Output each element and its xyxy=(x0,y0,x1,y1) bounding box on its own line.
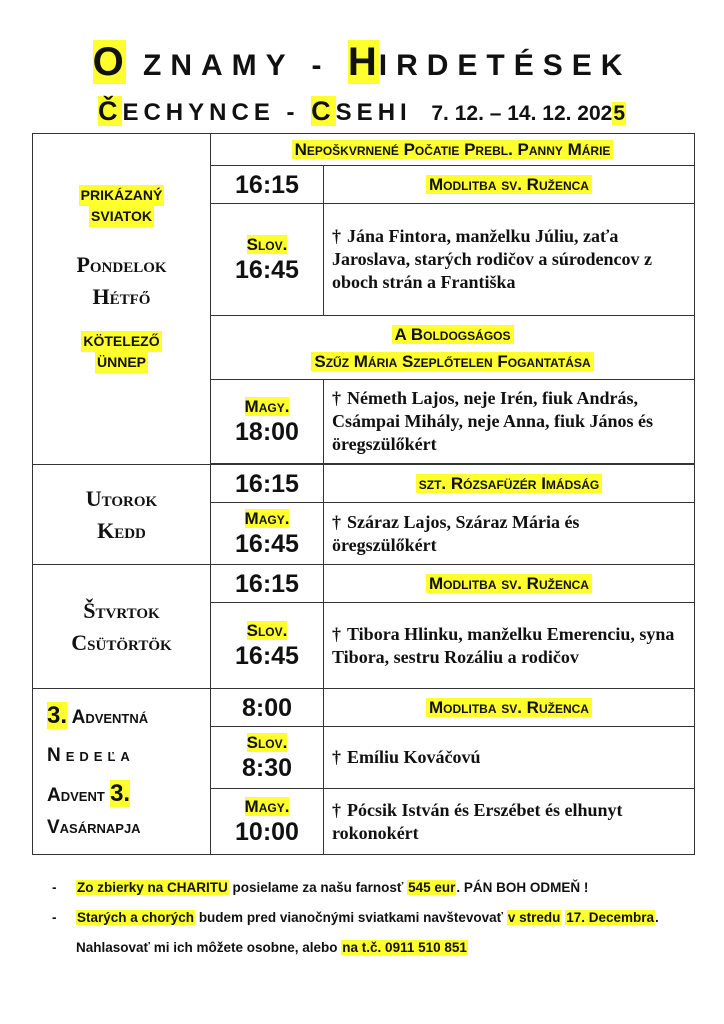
language-label: Slov. xyxy=(246,733,288,752)
time: 16:45 xyxy=(235,642,299,670)
subtitle-text: SEHI xyxy=(335,99,412,126)
table-row xyxy=(33,689,695,727)
intention-cell xyxy=(324,603,695,689)
note-item xyxy=(52,873,702,903)
intention-text: Tibora Hlinku, manželku Emerenciu, syna Tibora, sestru Rozáliu a rodičov xyxy=(332,623,675,667)
day-name-hu: Csütörtök xyxy=(71,629,172,655)
event-title xyxy=(324,689,695,727)
note-highlight: Starých a chorých xyxy=(77,910,195,925)
note-bullet: - xyxy=(52,910,57,925)
feast-title-text: Nepoškvrnené Počatie Prebl. Panny Márie xyxy=(292,140,614,159)
intention-cell xyxy=(324,204,695,316)
time-cell xyxy=(211,503,324,565)
intention-text: Emíliu Kováčovú xyxy=(347,747,481,767)
day-cell-thursday xyxy=(33,565,211,689)
announcement-notes xyxy=(52,873,702,963)
cross-icon: † xyxy=(332,623,341,644)
title-text: ZNAMY xyxy=(143,49,295,82)
time: 10:00 xyxy=(235,818,299,846)
time-cell xyxy=(211,380,324,464)
feast-title xyxy=(211,134,695,166)
intention-cell xyxy=(324,727,695,789)
subtitle-initial: C xyxy=(311,96,336,126)
time: 8:30 xyxy=(241,754,293,782)
time: 16:15 xyxy=(235,569,299,598)
note-text: posielame za našu farnosť xyxy=(228,880,408,895)
feast-title-hu xyxy=(211,316,695,380)
day-tag: ÜNNEP xyxy=(95,352,148,373)
note-highlight: 545 eur xyxy=(408,880,456,895)
note-item xyxy=(52,903,702,963)
day-name-hu: Hétfő xyxy=(92,284,151,309)
time: 18:00 xyxy=(235,418,299,446)
event-title-text: szt. Rózsafüzér Imádság xyxy=(416,474,603,493)
note-highlight: v stredu xyxy=(507,910,561,925)
feast-title-hu-line: A Boldogságos xyxy=(392,325,514,344)
cross-icon: † xyxy=(332,747,341,767)
event-title xyxy=(324,166,695,204)
day-tag: SVIATOK xyxy=(89,206,154,227)
sunday-line: Nedeľa xyxy=(47,744,135,766)
cross-icon: † xyxy=(332,511,341,532)
date-range xyxy=(431,102,626,125)
time-cell xyxy=(211,565,324,603)
schedule-table xyxy=(32,133,695,855)
language-label: Magy. xyxy=(244,509,290,528)
day-cell-monday xyxy=(33,134,211,465)
subtitle-text: ECHYNCE xyxy=(122,99,275,126)
language-label: Magy. xyxy=(244,797,290,816)
time-cell xyxy=(211,166,324,204)
day-name-sk: Štvrtok xyxy=(83,597,160,623)
intention-text: Pócsik István és Erszébet és elhunyt rokonokért xyxy=(332,799,623,843)
subtitle-dash: - xyxy=(286,99,300,126)
language-label: Slov. xyxy=(246,235,288,254)
table-row xyxy=(33,565,695,603)
sunday-number: 3. xyxy=(47,701,68,729)
note-text: . Nahlasovať mi ich môžete osobne, alebo xyxy=(76,910,659,955)
date-text: 7. 12. – 14. 12. 202 xyxy=(431,102,613,125)
day-tag: KÖTELEZŐ xyxy=(81,331,161,352)
intention-text: Száraz Lajos, Száraz Mária és öregszülőkért xyxy=(332,511,580,555)
day-name-sk: Pondelok xyxy=(76,252,167,277)
event-title-text: Modlitba sv. Ruženca xyxy=(426,698,592,717)
time-cell xyxy=(211,204,324,316)
cross-icon: † xyxy=(332,226,341,246)
day-name-hu: Kedd xyxy=(97,517,146,543)
event-title-text: Modlitba sv. Ruženca xyxy=(426,175,592,194)
intention-text: Jána Fintora, manželku Júliu, zaťa Jaroslava, starých rodičov a súrodencov z oboch strán a Františka xyxy=(332,226,652,292)
time-cell xyxy=(211,465,324,503)
time-cell xyxy=(211,689,324,727)
time: 16:45 xyxy=(235,530,299,558)
cross-icon: † xyxy=(332,388,341,408)
note-text: budem pred vianočnými sviatkami navštevovať xyxy=(195,910,507,925)
sunday-line: Vasárnapja xyxy=(47,816,141,838)
note-highlight: na t.č. 0911 510 851 xyxy=(342,940,467,955)
time-cell xyxy=(211,789,324,855)
language-label: Magy. xyxy=(244,397,290,416)
time: 16:15 xyxy=(235,170,299,199)
day-tag: PRIKÁZANÝ xyxy=(79,185,165,206)
cross-icon: † xyxy=(332,799,341,820)
sunday-text: Advent xyxy=(47,784,105,806)
time-cell xyxy=(211,727,324,789)
page-subtitle xyxy=(0,96,724,127)
sunday-number: 3. xyxy=(110,779,131,807)
event-title-text: Modlitba sv. Ruženca xyxy=(426,574,592,593)
sunday-text: Adventná xyxy=(71,706,149,728)
title-text: IRDETÉSEK xyxy=(378,49,632,82)
title-initial: H xyxy=(347,40,379,84)
table-row xyxy=(33,134,695,166)
sunday-line xyxy=(47,700,210,734)
time: 16:45 xyxy=(235,256,299,284)
note-highlight: Zo zbierky na CHARITU xyxy=(77,880,228,895)
feast-title-hu-line: Szűz Mária Szeplőtelen Fogantatása xyxy=(311,352,593,371)
page-title xyxy=(0,40,724,85)
language-label: Slov. xyxy=(246,621,288,640)
intention-cell xyxy=(324,503,695,565)
event-title xyxy=(324,565,695,603)
intention-text: Németh Lajos, neje Irén, fiuk András, Csámpai Mihály, neje Anna, fiuk János és öregszülőkért xyxy=(332,388,654,454)
event-title xyxy=(324,465,695,503)
time: 8:00 xyxy=(241,693,293,722)
intention-cell xyxy=(324,789,695,855)
date-last-digit: 5 xyxy=(613,102,626,125)
sunday-line xyxy=(47,778,210,812)
note-bullet: - xyxy=(52,880,57,895)
subtitle-initial: Č xyxy=(97,96,123,126)
table-row xyxy=(33,465,695,503)
title-dash: - xyxy=(311,49,331,82)
title-initial: O xyxy=(92,40,126,84)
day-name-sk: Utorok xyxy=(85,485,158,511)
day-cell-sunday xyxy=(33,689,211,855)
note-highlight: 17. Decembra xyxy=(566,910,655,925)
day-cell-tuesday xyxy=(33,465,211,565)
time-cell xyxy=(211,603,324,689)
intention-cell xyxy=(324,380,695,464)
note-text: . PÁN BOH ODMEŇ ! xyxy=(456,880,589,895)
time: 16:15 xyxy=(235,469,299,498)
